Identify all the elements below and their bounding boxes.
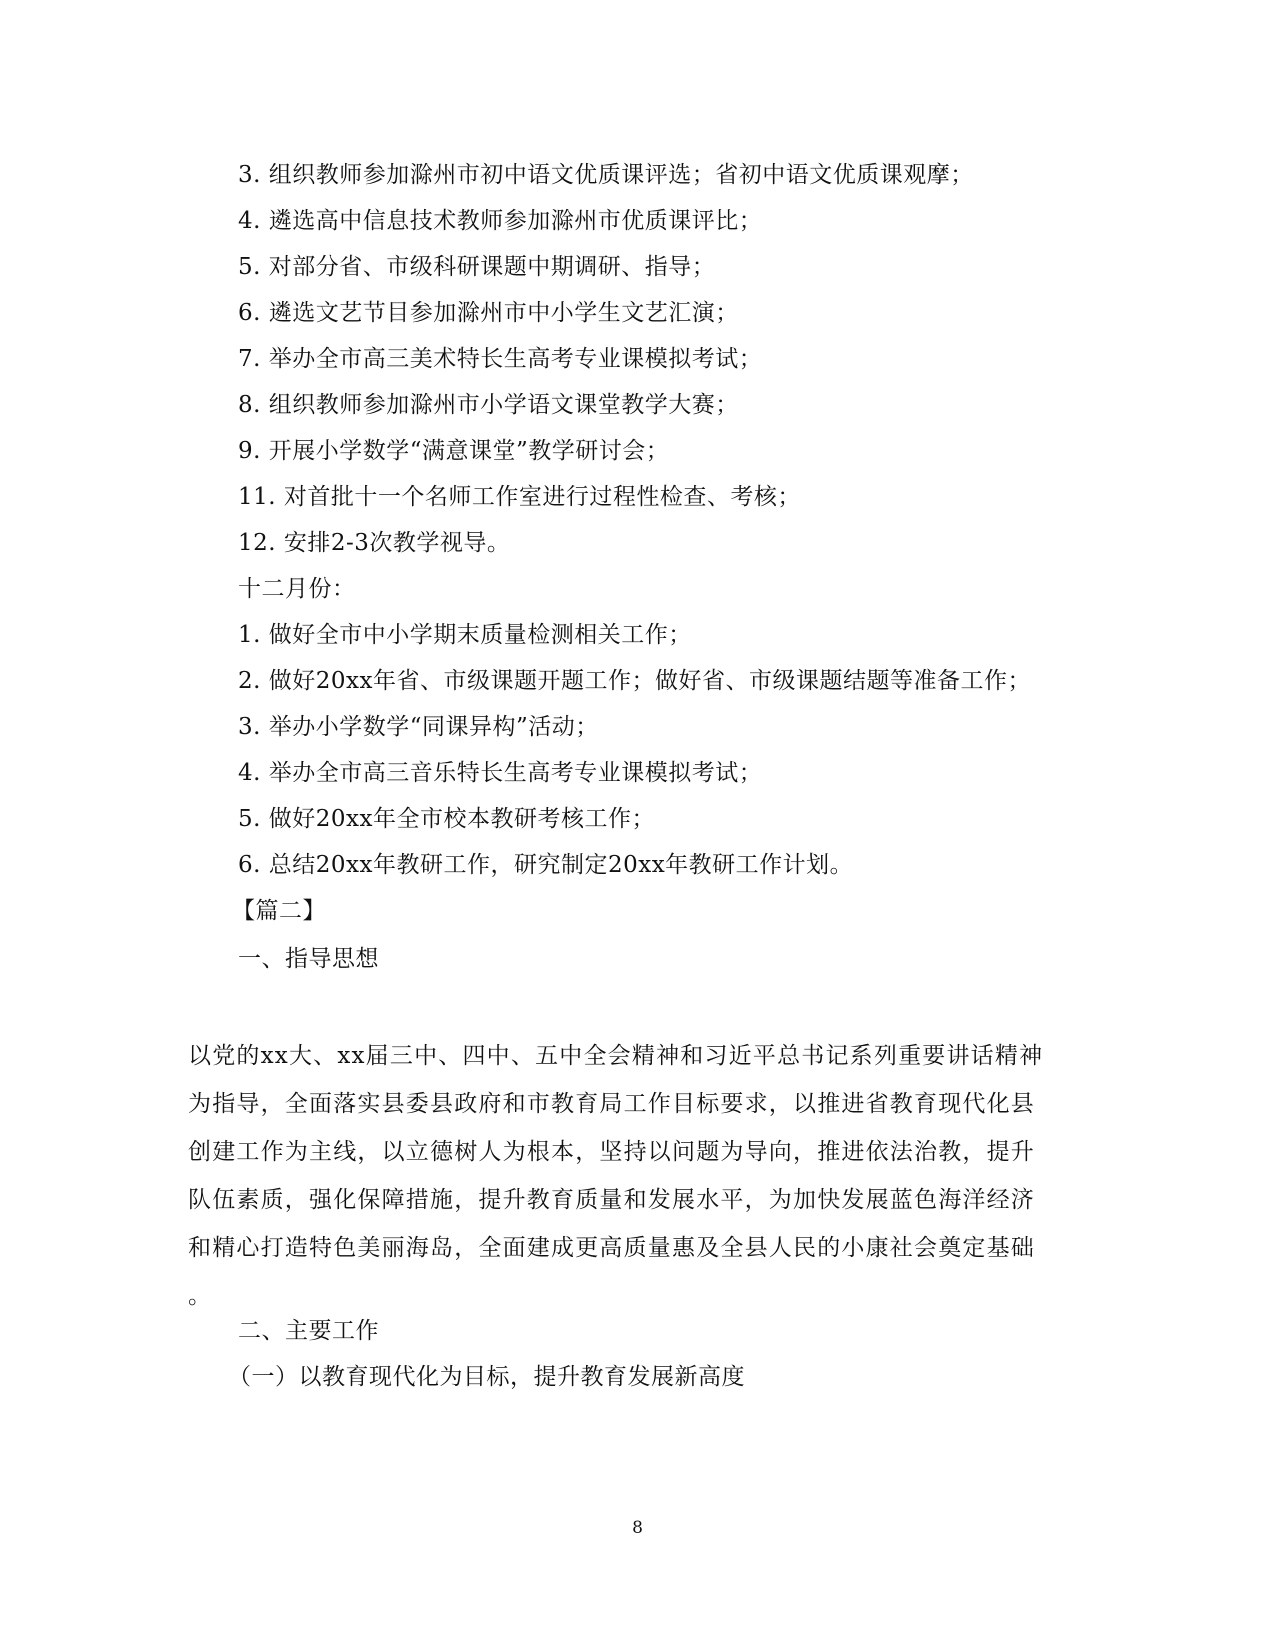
paragraph-line: 以党的xx大、xx届三中、四中、五中全会精神和习近平总书记系列重要讲话精神	[188, 1043, 1044, 1069]
list-item: 6. 遴选文艺节目参加滁州市中小学生文艺汇演；	[238, 300, 739, 326]
list-item: 2. 做好20xx年省、市级课题开题工作；做好省、市级课题结题等准备工作；	[238, 668, 1031, 694]
guiding-paragraph	[188, 1032, 1068, 1320]
list-item: 1. 做好全市中小学期末质量检测相关工作；	[238, 622, 692, 648]
section-heading: 二、主要工作	[238, 1318, 379, 1344]
section-heading: 一、指导思想	[238, 946, 379, 972]
list-item: 4. 遴选高中信息技术教师参加滁州市优质课评比；	[238, 208, 763, 234]
subsection-heading: （一）以教育现代化为目标，提升教育发展新高度	[228, 1364, 745, 1390]
page-number: 8	[632, 1518, 643, 1538]
paragraph-line: 队伍素质，强化保障措施，提升教育质量和发展水平，为加快发展蓝色海洋经济	[188, 1187, 1035, 1213]
list-item: 7. 举办全市高三美术特长生高考专业课模拟考试；	[238, 346, 763, 372]
list-item: 5. 做好20xx年全市校本教研考核工作；	[238, 806, 655, 832]
list-item: 5. 对部分省、市级科研课题中期调研、指导；	[238, 254, 716, 280]
part-label: 【篇二】	[232, 898, 326, 924]
paragraph-line: 创建工作为主线，以立德树人为根本，坚持以问题为导向，推进依法治教，提升	[188, 1139, 1035, 1165]
list-item: 3. 举办小学数学“同课异构”活动；	[238, 714, 599, 740]
paragraph-line: 为指导，全面落实县委县政府和市教育局工作目标要求，以推进省教育现代化县	[188, 1091, 1035, 1117]
list-item: 11. 对首批十一个名师工作室进行过程性检查、考核；	[238, 484, 801, 510]
list-item: 9. 开展小学数学“满意课堂”教学研讨会；	[238, 438, 670, 464]
paragraph-line: 。	[188, 1283, 213, 1309]
list-item: 4. 举办全市高三音乐特长生高考专业课模拟考试；	[238, 760, 763, 786]
list-item: 12. 安排2-3次教学视导。	[238, 530, 511, 556]
list-item: 3. 组织教师参加滁州市初中语文优质课评选；省初中语文优质课观摩；	[238, 162, 974, 188]
month-heading: 十二月份：	[238, 576, 356, 602]
list-item: 8. 组织教师参加滁州市小学语文课堂教学大赛；	[238, 392, 739, 418]
list-item: 6. 总结20xx年教研工作，研究制定20xx年教研工作计划。	[238, 852, 854, 878]
paragraph-line: 和精心打造特色美丽海岛，全面建成更高质量惠及全县人民的小康社会奠定基础	[188, 1235, 1035, 1261]
